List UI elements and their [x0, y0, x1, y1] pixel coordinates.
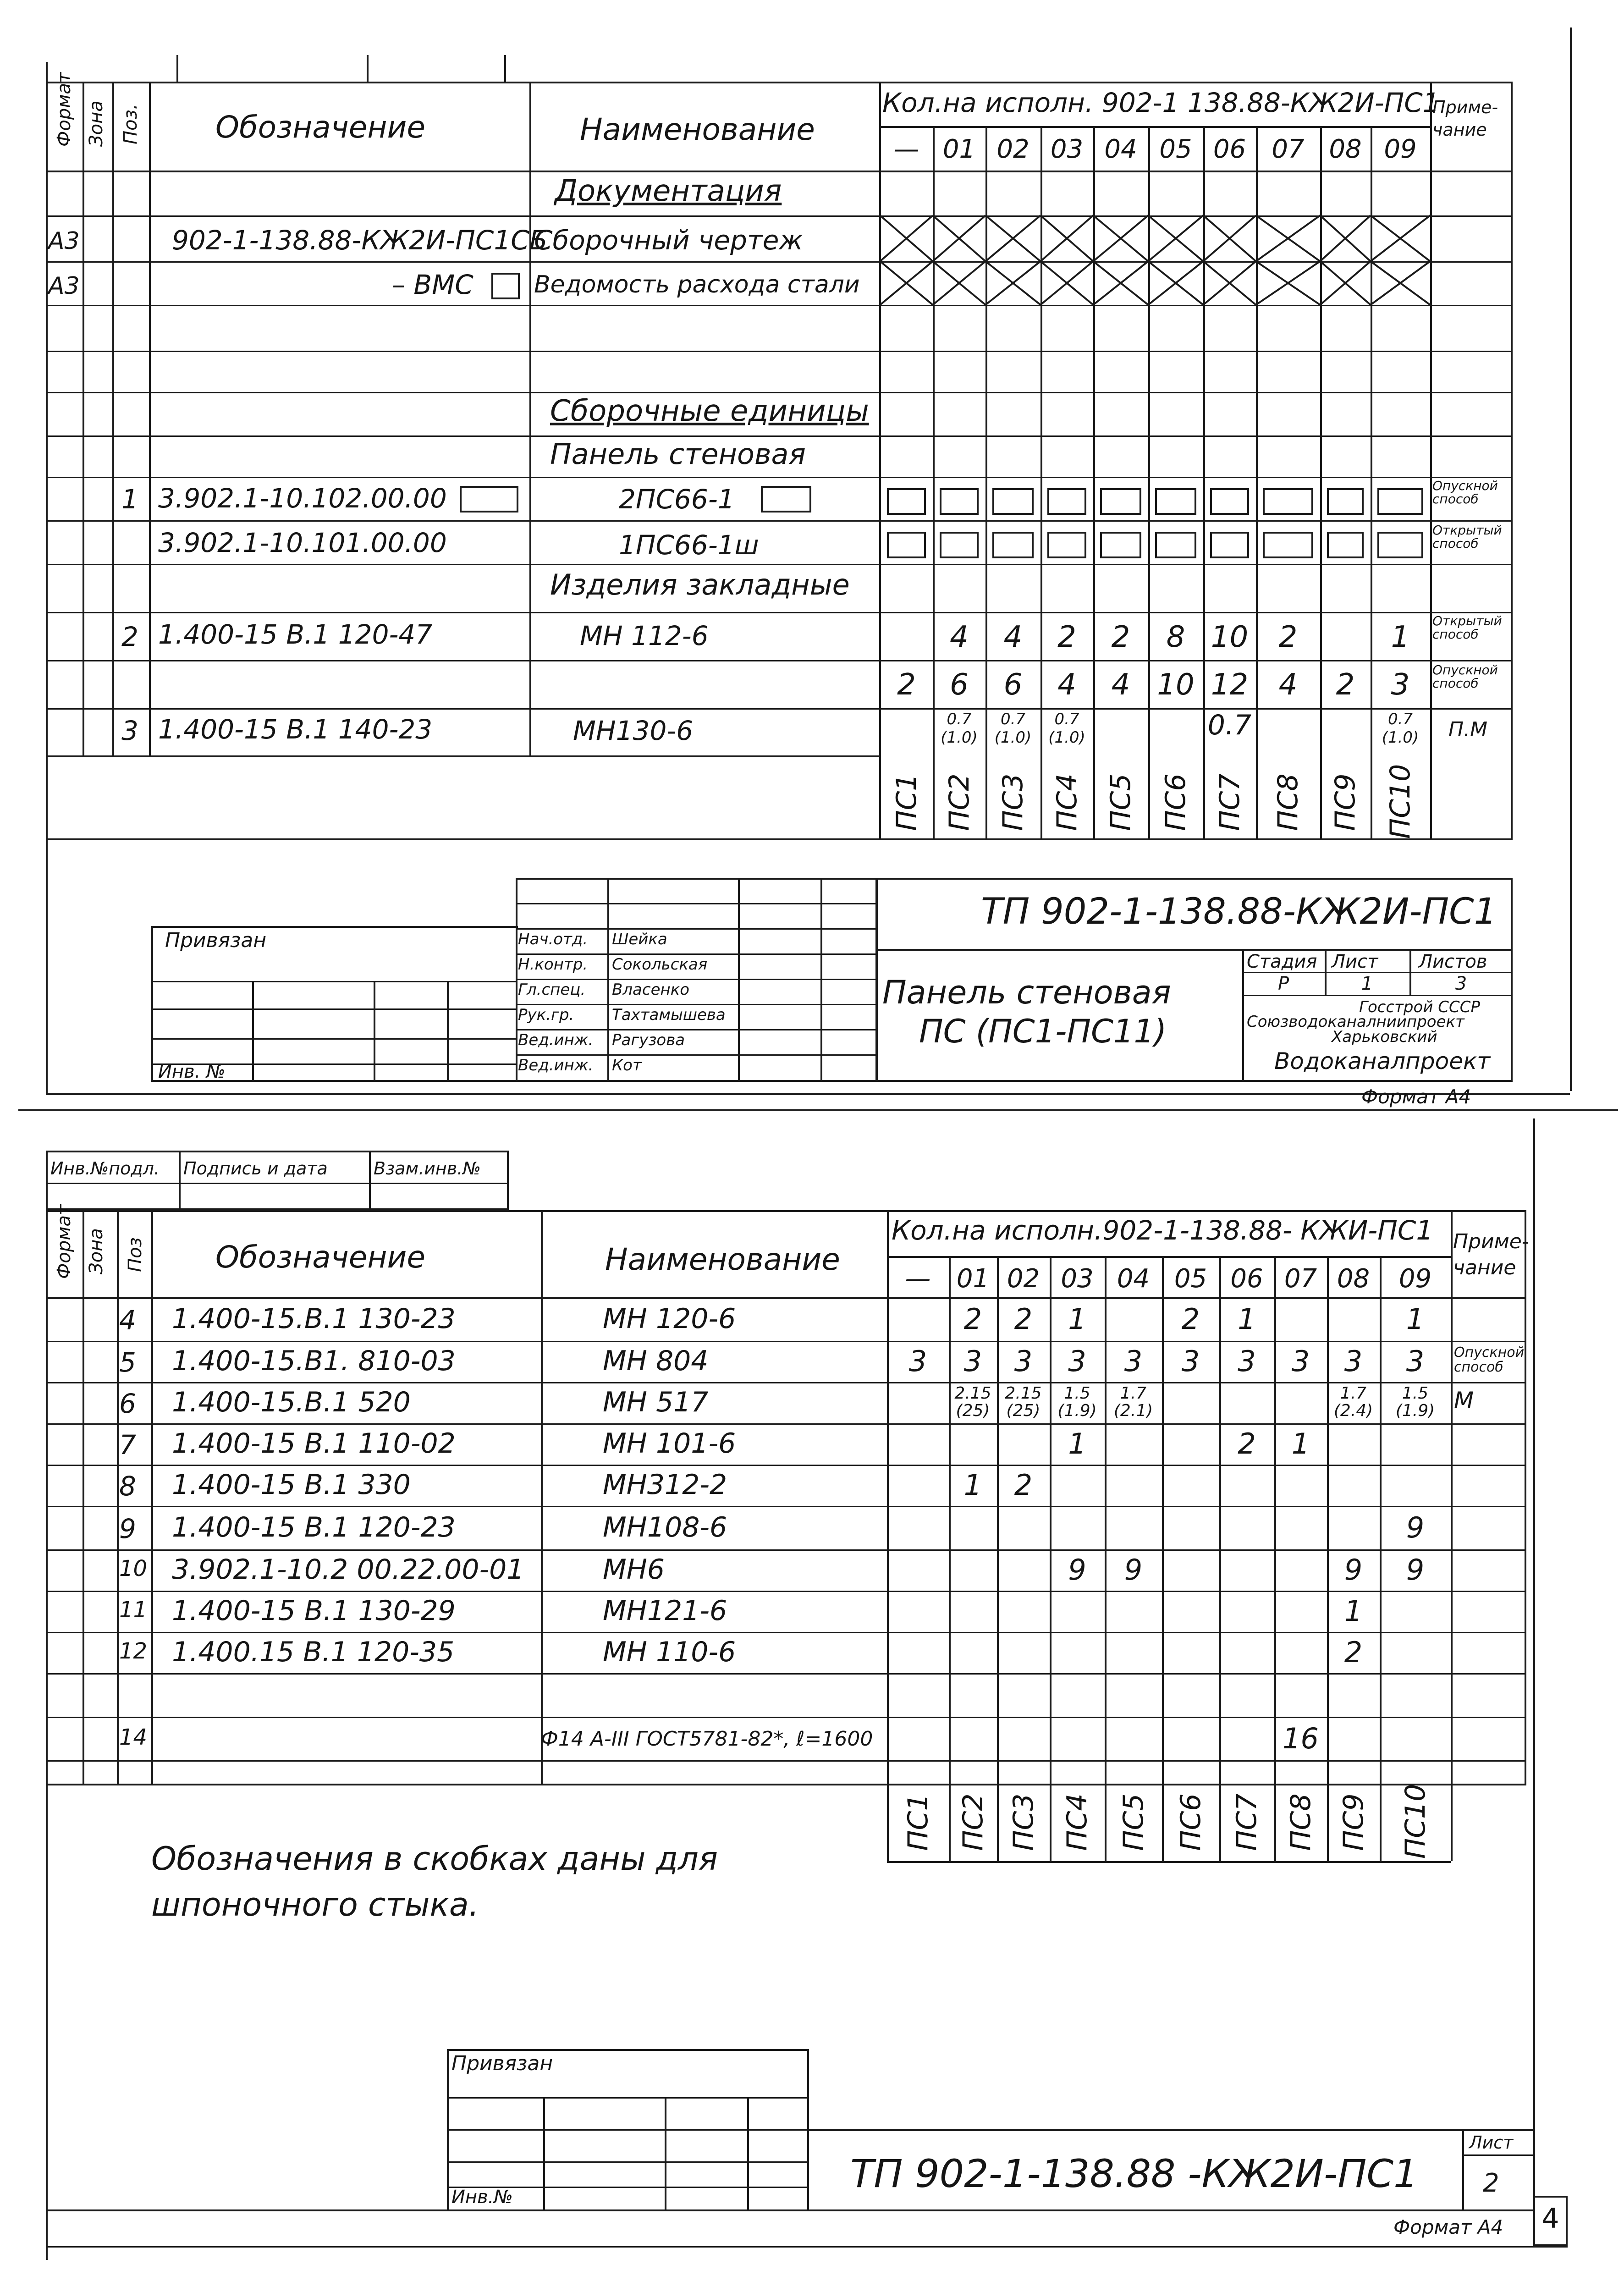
variant-1: 01 — [942, 134, 976, 164]
qty-cell: 8 — [1166, 620, 1185, 654]
qty-cell: 1.5 (1.9) — [1057, 1384, 1097, 1420]
qty-cell: 1.7 (2.1) — [1113, 1384, 1153, 1420]
signer-name: Тахтамышева — [612, 1006, 726, 1024]
variant-0: — — [893, 134, 919, 164]
org-line3: Харьковский — [1332, 1028, 1437, 1046]
org-line2: Союзводоканалниипроект — [1247, 1013, 1464, 1031]
sheet-value: 1 — [1361, 973, 1373, 994]
row-name: Ф14 А-III ГОСТ5781-82*, ℓ=1600 — [541, 1727, 873, 1751]
signer-role: Рук.гр. — [518, 1006, 574, 1024]
row-designation: 1.400-15 В.1 120-23 — [172, 1511, 456, 1543]
variant-3: 03 — [1061, 1264, 1094, 1294]
row-designation: 1.400-15 В.1 110-02 — [172, 1427, 456, 1460]
inv-no-label: Инв. № — [158, 1061, 226, 1082]
row-name: МН 804 — [603, 1345, 709, 1377]
inv-podl-label: Инв.№подл. — [50, 1158, 160, 1179]
sheet-value-2: 2 — [1483, 2168, 1499, 2198]
row-pos: 5 — [119, 1347, 136, 1378]
signer-role: Вед.инж. — [518, 1031, 594, 1049]
row-name: 2ПС66-1 — [619, 484, 735, 515]
qty-cell: 4 — [1003, 620, 1023, 654]
inv-no-label-2: Инв.№ — [451, 2187, 513, 2208]
vzam-inv-label: Взам.инв.№ — [374, 1158, 481, 1179]
signer-role: Н.контр. — [518, 955, 588, 974]
variant-footer-label: ПС3 — [1007, 1793, 1040, 1851]
variant-9: 09 — [1398, 1264, 1432, 1294]
variant-6: 06 — [1230, 1264, 1263, 1294]
row-note: Открытый способ — [1432, 523, 1502, 551]
format-label-2: Формат А4 — [1393, 2216, 1503, 2238]
variant-footer-label: ПС5 — [1117, 1793, 1150, 1851]
qty-cell: 1.7 (2.4) — [1333, 1384, 1373, 1420]
privyazan-label: Привязан — [165, 929, 267, 952]
row-designation: 1.400.15 В.1 120-35 — [172, 1636, 455, 1668]
row-designation: 1.400-15.В1. 810-03 — [172, 1345, 456, 1377]
signer-name: Сокольская — [612, 955, 708, 974]
qty-cell: (1.0) — [1382, 728, 1419, 747]
row-name: Документация — [555, 174, 782, 208]
header-pos: Поз — [125, 1237, 146, 1272]
qty-cell: 1 — [1344, 1594, 1363, 1628]
row-name: МН108-6 — [603, 1511, 727, 1543]
org-line1: Госстрой СССР — [1359, 998, 1480, 1016]
header-designation: Обозначение — [215, 110, 425, 145]
row-name: МН 110-6 — [603, 1636, 736, 1668]
signer-role: Гл.спец. — [518, 981, 586, 999]
row-designation: 1.400-15 В.1 120-47 — [158, 619, 433, 650]
sheets-value: 3 — [1455, 973, 1467, 994]
row-name: МН 120-6 — [603, 1302, 736, 1335]
stage-value: Р — [1277, 973, 1289, 994]
qty-cell: 2.15 (25) — [954, 1384, 991, 1420]
variant-5: 05 — [1174, 1264, 1207, 1294]
qty-cell: 3 — [1068, 1344, 1086, 1378]
header-zone: Зона — [86, 100, 107, 147]
doc-code-2: ТП 902-1-138.88 -КЖ2И-ПС1 — [850, 2151, 1418, 2196]
row-designation: 3.902.1-10.102.00.00 — [158, 483, 447, 514]
row-note: Опускной способ — [1432, 478, 1498, 507]
format-label: Формат А4 — [1361, 1085, 1471, 1108]
qty-cell: 1 — [963, 1468, 982, 1502]
qty-cell: 2 — [1057, 620, 1076, 654]
header-pos: Поз. — [120, 104, 141, 144]
header-qty-title: Кол.на исполн.902-1-138.88- КЖИ-ПС1 — [892, 1215, 1433, 1246]
sheet-label: Лист — [1332, 951, 1378, 972]
row-designation: 1.400-15.В.1 130-23 — [172, 1302, 456, 1335]
qty-cell: 2 — [897, 668, 916, 702]
row-note: Открытый способ — [1432, 613, 1502, 642]
row-name: Сборочный чертеж — [534, 225, 803, 256]
header-note: Приме- чание — [1453, 1230, 1529, 1280]
qty-cell: 10 — [1211, 620, 1249, 654]
qty-cell: 3 — [908, 1344, 927, 1378]
qty-cell: 2 — [1344, 1636, 1363, 1669]
row-name: МН6 — [603, 1554, 665, 1586]
variant-footer-label: ПС1 — [890, 773, 923, 831]
sheets-label: Листов — [1419, 951, 1487, 972]
variant-1: 01 — [956, 1264, 990, 1294]
variant-footer-label: ПС4 — [1051, 773, 1083, 831]
variant-footer-label: ПС7 — [1231, 1793, 1263, 1851]
qty-cell: 0.7 — [1387, 710, 1413, 728]
doc-title-line2: ПС (ПС1-ПС11) — [919, 1013, 1167, 1050]
row-designation: 1.400-15 В.1 140-23 — [158, 714, 433, 745]
margin-number: 4 — [1541, 2203, 1559, 2235]
variant-5: 05 — [1159, 134, 1192, 164]
variant-7: 07 — [1272, 134, 1305, 164]
row-pos: 12 — [119, 1638, 148, 1664]
row-note: М — [1454, 1387, 1474, 1414]
qty-cell: 4 — [1278, 668, 1298, 702]
variant-footer-label: ПС1 — [902, 1793, 934, 1851]
qty-cell: 12 — [1211, 668, 1249, 702]
qty-cell: 3 — [1291, 1344, 1310, 1378]
qty-cell: 3 — [1344, 1344, 1363, 1378]
row-name: МН 517 — [603, 1386, 709, 1418]
qty-cell: 0.7 — [1207, 709, 1252, 741]
header-name: Наименование — [580, 112, 815, 147]
signer-name: Кот — [612, 1056, 642, 1074]
header-note: Приме- чание — [1432, 97, 1498, 140]
header-zone: Зона — [86, 1228, 107, 1274]
qty-cell: 9 — [1124, 1553, 1143, 1587]
variant-footer-label: ПС10 — [1384, 764, 1416, 839]
qty-cell: 1 — [1291, 1427, 1310, 1460]
row-pos: 9 — [119, 1513, 136, 1544]
row-pos: 4 — [119, 1304, 136, 1336]
signer-name: Рагузова — [612, 1031, 685, 1049]
frame-right — [1533, 1118, 1535, 2237]
qty-cell: 2.15 (25) — [1005, 1384, 1042, 1420]
qty-cell: 3 — [1391, 668, 1410, 702]
qty-cell: (1.0) — [941, 728, 978, 747]
qty-cell: 0.7 — [947, 710, 972, 728]
remark-line2: шпоночного стыка. — [151, 1886, 479, 1923]
variant-4: 04 — [1104, 134, 1137, 164]
qty-cell: 2 — [1111, 620, 1130, 654]
qty-cell: 0.7 — [1000, 710, 1026, 728]
qty-cell: 2 — [963, 1302, 982, 1336]
variant-footer-label: ПС3 — [997, 773, 1029, 831]
privyazan-label-2: Привязан — [451, 2052, 553, 2075]
signature-date-label: Подпись и дата — [183, 1158, 328, 1179]
qty-cell: 1 — [1391, 620, 1410, 654]
row-name: Сборочные единицы — [550, 394, 869, 428]
variant-footer-label: ПС8 — [1272, 773, 1304, 831]
row-designation: 1.400-15.В.1 520 — [172, 1386, 411, 1418]
qty-cell: (1.0) — [994, 728, 1032, 747]
qty-cell: 1 — [1238, 1302, 1256, 1336]
qty-cell: 9 — [1344, 1553, 1363, 1587]
row-name: Изделия закладные — [550, 568, 850, 601]
header-format: Формат — [54, 72, 75, 147]
variant-footer-label: ПС4 — [1061, 1793, 1093, 1851]
row-name: МН130-6 — [573, 715, 694, 746]
qty-cell: 6 — [950, 668, 969, 702]
row-note: Опускной способ — [1454, 1344, 1525, 1375]
row-pos: 3 — [121, 715, 138, 746]
row-designation: 1.400-15 В.1 130-29 — [172, 1595, 456, 1627]
qty-cell: 4 — [1111, 668, 1130, 702]
row-designation: 1.400-15 В.1 330 — [172, 1469, 411, 1501]
variant-footer-label: ПС5 — [1105, 773, 1137, 831]
row-pos: 1 — [121, 484, 138, 515]
qty-cell: (1.0) — [1048, 728, 1085, 747]
row-pos: 10 — [119, 1556, 148, 1581]
qty-cell: 4 — [950, 620, 969, 654]
qty-cell: 2 — [1278, 620, 1298, 654]
qty-cell: 10 — [1157, 668, 1195, 702]
row-name: МН121-6 — [603, 1595, 727, 1627]
row-pos: 14 — [119, 1724, 148, 1750]
qty-cell: 9 — [1068, 1553, 1086, 1587]
qty-cell: 0.7 — [1054, 710, 1079, 728]
row-format: А3 — [48, 272, 80, 300]
row-pos: 2 — [121, 621, 138, 652]
variant-footer-label: ПС2 — [943, 773, 975, 831]
sheet-label-2: Лист — [1469, 2132, 1514, 2153]
org-line4: Водоканалпроект — [1274, 1048, 1491, 1074]
variant-8: 08 — [1329, 134, 1362, 164]
row-pos: 7 — [119, 1429, 136, 1460]
variant-2: 02 — [1007, 1264, 1040, 1294]
variant-9: 09 — [1384, 134, 1417, 164]
qty-cell: 4 — [1057, 668, 1076, 702]
variant-8: 08 — [1337, 1264, 1370, 1294]
variant-3: 03 — [1050, 134, 1084, 164]
variant-7: 07 — [1284, 1264, 1317, 1294]
frame-bottom — [46, 2209, 1533, 2211]
row-name: МН 101-6 — [603, 1427, 736, 1460]
qty-cell: 3 — [1014, 1344, 1033, 1378]
stage-label: Стадия — [1247, 951, 1317, 972]
row-designation: – ВМС — [392, 269, 473, 300]
doc-code: ТП 902-1-138.88-КЖ2И-ПС1 — [981, 891, 1497, 932]
qty-cell: 3 — [1406, 1344, 1425, 1378]
row-designation: 3.902.1-10.2 00.22.00-01 — [172, 1554, 524, 1586]
qty-cell: 1.5 (1.9) — [1395, 1384, 1435, 1420]
remark-line1: Обозначения в скобках даны для — [151, 1840, 718, 1878]
variant-0: — — [905, 1264, 931, 1294]
qty-cell: 16 — [1283, 1721, 1319, 1755]
doc-title-line1: Панель стеновая — [882, 974, 1171, 1011]
header-name: Наименование — [605, 1242, 840, 1277]
qty-cell: 3 — [1238, 1344, 1256, 1378]
header-designation: Обозначение — [215, 1240, 425, 1275]
qty-cell: 9 — [1406, 1510, 1425, 1544]
variant-4: 04 — [1117, 1264, 1150, 1294]
qty-cell: 1 — [1068, 1302, 1086, 1336]
qty-cell: 2 — [1014, 1302, 1033, 1336]
qty-cell: 1 — [1068, 1427, 1086, 1460]
row-designation: 3.902.1-10.101.00.00 — [158, 527, 447, 558]
row-name: 1ПС66-1ш — [619, 529, 759, 561]
qty-cell: 2 — [1014, 1468, 1033, 1502]
variant-footer-label: ПС2 — [957, 1793, 989, 1851]
row-pos: 6 — [119, 1388, 136, 1419]
row-name: Панель стеновая — [550, 437, 806, 471]
qty-cell: 1 — [1406, 1302, 1425, 1336]
row-designation: 902-1-138.88-КЖ2И-ПС1СБ — [172, 225, 548, 256]
qty-cell: 3 — [1181, 1344, 1200, 1378]
qty-cell: 3 — [963, 1344, 982, 1378]
variant-6: 06 — [1213, 134, 1246, 164]
variant-footer-label: ПС6 — [1174, 1793, 1207, 1851]
qty-cell: 2 — [1336, 668, 1355, 702]
row-name: МН312-2 — [603, 1469, 727, 1501]
signer-name: Власенко — [612, 981, 690, 999]
header-qty-title: Кол.на исполн. 902-1 138.88-КЖ2И-ПС1 — [882, 87, 1440, 118]
signer-role: Вед.инж. — [518, 1056, 594, 1074]
variant-2: 02 — [996, 134, 1029, 164]
variant-footer-label: ПС9 — [1329, 773, 1361, 831]
qty-cell: 2 — [1238, 1427, 1256, 1460]
variant-footer-label: ПС7 — [1213, 773, 1246, 831]
variant-footer-label: ПС6 — [1160, 773, 1192, 831]
variant-footer-label: ПС10 — [1399, 1784, 1431, 1859]
qty-cell: 3 — [1124, 1344, 1143, 1378]
row-name: Ведомость расхода стали — [534, 271, 860, 298]
qty-cell: 9 — [1406, 1553, 1425, 1587]
row-format: А3 — [48, 227, 80, 255]
variant-footer-label: ПС9 — [1337, 1793, 1370, 1851]
signer-name: Шейка — [612, 930, 667, 948]
header-format: Формат — [54, 1204, 75, 1279]
signer-role: Нач.отд. — [518, 930, 588, 948]
qty-cell: 6 — [1003, 668, 1023, 702]
row-note: П.М — [1448, 718, 1488, 741]
row-name: МН 112-6 — [580, 620, 709, 651]
qty-cell: 2 — [1181, 1302, 1200, 1336]
row-pos: 8 — [119, 1471, 136, 1502]
variant-footer-label: ПС8 — [1284, 1793, 1317, 1851]
row-pos: 11 — [119, 1597, 148, 1623]
row-note: Опускной способ — [1432, 662, 1498, 691]
